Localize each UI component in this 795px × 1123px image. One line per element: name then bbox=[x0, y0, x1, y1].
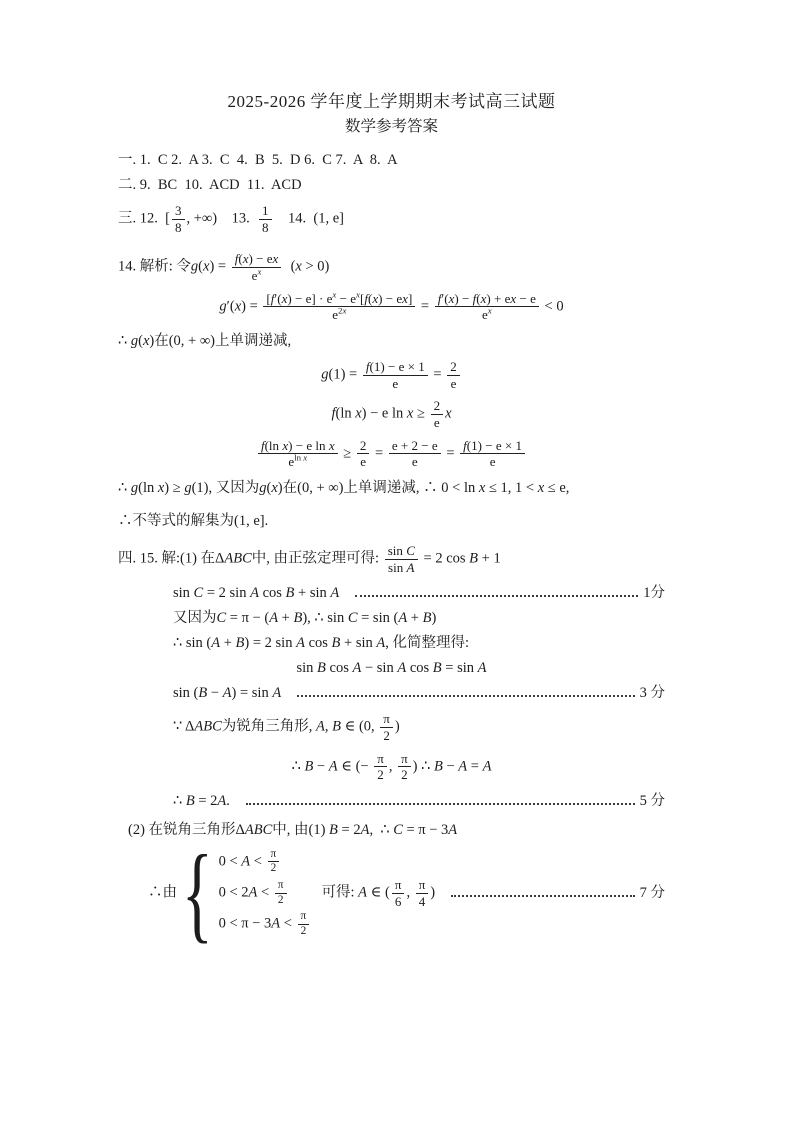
dotted-leader bbox=[246, 803, 635, 805]
fraction: $\frac{\pi}{2}$ bbox=[380, 711, 393, 743]
answers-fill-in bbox=[118, 203, 665, 235]
q15-part2-inequality-system-text: ∴由 { 0 < A < $\frac{\pi}{2}$ 0 < 2A < $\frac{\pi}{2}$ 0 < π − 3A < $\frac{\pi}{2}$ 可得: A ∈ ( $\frac{\pi}{6}$ , $\frac{\pi}{4}$ ) bbox=[148, 833, 436, 953]
q14-inequality-transformed bbox=[118, 398, 665, 430]
q14-inequality-transformed-text: f(ln x) − e ln x ≥ $\frac{2}{e}$ x bbox=[331, 398, 452, 430]
q14-inequality-fraction-form-text: $\frac{\text{f(ln x) − e ln x}}{e^{ln x}}$ ≥ $\frac{2}{e}$ = $\frac{e + 2 - e}{e}$ = $\frac{f(1) - e \times 1}{e}$ bbox=[256, 438, 527, 470]
q14-solution-setup-text: 14. 解析: 令g(x) = $\frac{f(x) - ex}{e^x}$ (x > 0) bbox=[118, 251, 330, 283]
fraction: $\frac{2}{e}$ bbox=[447, 359, 460, 391]
q15-angle-substitution bbox=[118, 607, 665, 629]
q15-angle-range-step bbox=[118, 751, 665, 783]
q15-sinc-expansion-text: sin C = 2 sin A cos B + sin A bbox=[173, 585, 340, 602]
q15-part1-setup-text: 四. 15. 解:(1) 在ΔABC中, 由正弦定理可得: $\frac{\text{sin C}}{\text{sin A}}$ = 2 cos B + 1 bbox=[118, 542, 501, 575]
answers-multi-select-text: 二. 9. BC 10. ACD 11. ACD bbox=[118, 177, 302, 193]
q15-part1-conclusion bbox=[118, 790, 665, 812]
q14-g1-value bbox=[118, 359, 665, 391]
fraction: $\frac{f(x) - ex}{e^x}$ bbox=[232, 251, 282, 283]
q14-monotonic-conclusion-text: ∴ g(ln x) ≥ g(1), 又因为g(x)在(0, + ∞)上单调递减, ∴ 0 < ln x ≤ 1, 1 < x ≤ e, bbox=[118, 479, 570, 496]
q14-g1-value-text: g(1) = $\frac{f(1) - e \times 1}{e}$ = $\frac{2}{e}$ bbox=[321, 359, 461, 391]
fraction: $\frac{\pi}{2}$ bbox=[374, 751, 387, 783]
fraction: $\frac{f(1) - e \times 1}{e}$ bbox=[363, 359, 428, 391]
q15-part1-conclusion-text: ∴ B = 2A. bbox=[173, 792, 230, 809]
fraction: $\frac{f(1) - e \times 1}{e}$ bbox=[460, 438, 525, 470]
page-title: 2025-2026 学年度上学期期末考试高三试题 bbox=[227, 92, 556, 111]
q14-final-answer-text: ∴不等式的解集为(1, e]. bbox=[118, 512, 269, 529]
q15-part1-setup bbox=[118, 543, 665, 575]
dotted-leader bbox=[297, 695, 634, 697]
fraction: $\frac{3}{8}$ bbox=[172, 203, 185, 235]
fraction: $\frac{2}{e}$ bbox=[431, 398, 444, 430]
q15-acute-triangle-condition bbox=[118, 711, 665, 743]
q15-part2-setup-text: (2) 在锐角三角形ΔABC中, 由(1) B = 2A, ∴ C = π − 3A bbox=[128, 821, 458, 838]
q15-sine-difference-text: sin (B − A) = sin A bbox=[173, 685, 282, 702]
q15-acute-triangle-condition-text: ∵ ΔABC为锐角三角形, A, B ∈ (0, $\frac{\pi}{2}$ ) bbox=[173, 711, 400, 743]
q15-expansion-step-text: ∴ sin (A + B) = 2 sin A cos B + sin A, 化简整理得: bbox=[173, 635, 470, 652]
fraction: $\frac{e + 2 - e}{e}$ bbox=[389, 438, 441, 470]
score-label: 7 分 bbox=[639, 885, 665, 901]
fraction: $\frac{1}{8}$ bbox=[259, 203, 272, 235]
inequality-system bbox=[180, 833, 311, 953]
answers-multiple-choice-text: 一. 1. C 2. A 3. C 4. B 5. D 6. C 7. A 8. A bbox=[118, 152, 398, 168]
q14-solution-setup bbox=[118, 251, 665, 283]
fraction: $\frac{\pi}{4}$ bbox=[416, 877, 429, 909]
q15-angle-substitution-text: 又因为C = π − (A + B), ∴ sin C = sin (A + B) bbox=[173, 610, 437, 627]
q15-simplified-identity bbox=[118, 657, 665, 679]
document-body bbox=[118, 149, 665, 953]
left-brace: { bbox=[181, 833, 213, 953]
system-row: 0 < π − 3A < $\frac{\pi}{2}$ bbox=[219, 910, 312, 938]
q14-monotonic-statement bbox=[118, 330, 665, 352]
answers-multiple-choice bbox=[118, 149, 665, 171]
q15-sine-difference bbox=[118, 682, 665, 704]
system-row: 0 < 2A < $\frac{\pi}{2}$ bbox=[219, 879, 289, 907]
q15-expansion-step bbox=[118, 632, 665, 654]
fraction: $\frac{\pi}{6}$ bbox=[392, 877, 405, 909]
page-subtitle: 数学参考答案 bbox=[344, 118, 438, 135]
answers-multi-select bbox=[118, 174, 665, 196]
dotted-leader bbox=[451, 895, 635, 897]
q15-angle-range-step-text: ∴ B − A ∈ (− $\frac{\pi}{2}$ , $\frac{\pi}{2}$ ) ∴ B − A = A bbox=[291, 750, 492, 783]
system-row: 0 < A < $\frac{\pi}{2}$ bbox=[219, 848, 282, 876]
q14-monotonic-statement-text: ∴ g(x)在(0, + ∞)上单调递减, bbox=[118, 332, 292, 349]
fraction: $\frac{\pi}{2}$ bbox=[298, 910, 310, 938]
fraction: $\frac{\text{sin C}}{\text{sin A}}$ bbox=[385, 543, 418, 575]
fraction: $\frac{[f'(x) - e] \cdot e^x - e^x[f(x) - ex]}{e^{2x}}$ bbox=[263, 291, 415, 323]
answers-fill-in-text: 三. 12. [ $\frac{3}{8}$ , +∞) 13. $\frac{1}{8}$ 14. (1, e] bbox=[118, 203, 344, 235]
q14-derivative-equation bbox=[118, 291, 665, 323]
score-label: 5 分 bbox=[639, 792, 665, 809]
q15-sinc-expansion bbox=[118, 582, 665, 604]
fraction: $\frac{\text{f(ln x) − e ln x}}{e^{ln x}}$ bbox=[258, 438, 338, 470]
fraction: $\frac{\pi}{2}$ bbox=[275, 879, 287, 907]
q14-final-answer bbox=[118, 510, 665, 532]
q15-simplified-identity-text: sin B cos A − sin A cos B = sin A bbox=[296, 660, 487, 677]
q15-part2-inequality-system bbox=[118, 833, 665, 953]
dotted-leader bbox=[355, 595, 638, 597]
fraction: $\frac{2}{e}$ bbox=[357, 438, 370, 470]
fraction: $\frac{\pi}{2}$ bbox=[268, 848, 280, 876]
q14-monotonic-conclusion bbox=[118, 477, 665, 499]
fraction: $\frac{f'(x) - f(x) + ex - e}{e^x}$ bbox=[435, 291, 539, 323]
q14-derivative-equation-text: g′(x) = $\frac{[f'(x) - e] \cdot e^x - e^x[f(x) - ex]}{e^{2x}}$ = $\frac{f'(x) - f(x) + ex - e}{e^x}$ < 0 bbox=[219, 289, 564, 323]
q14-inequality-fraction-form bbox=[118, 438, 665, 470]
score-label: 1分 bbox=[643, 585, 665, 602]
fraction: $\frac{\pi}{2}$ bbox=[398, 751, 411, 783]
score-label: 3 分 bbox=[639, 685, 665, 702]
